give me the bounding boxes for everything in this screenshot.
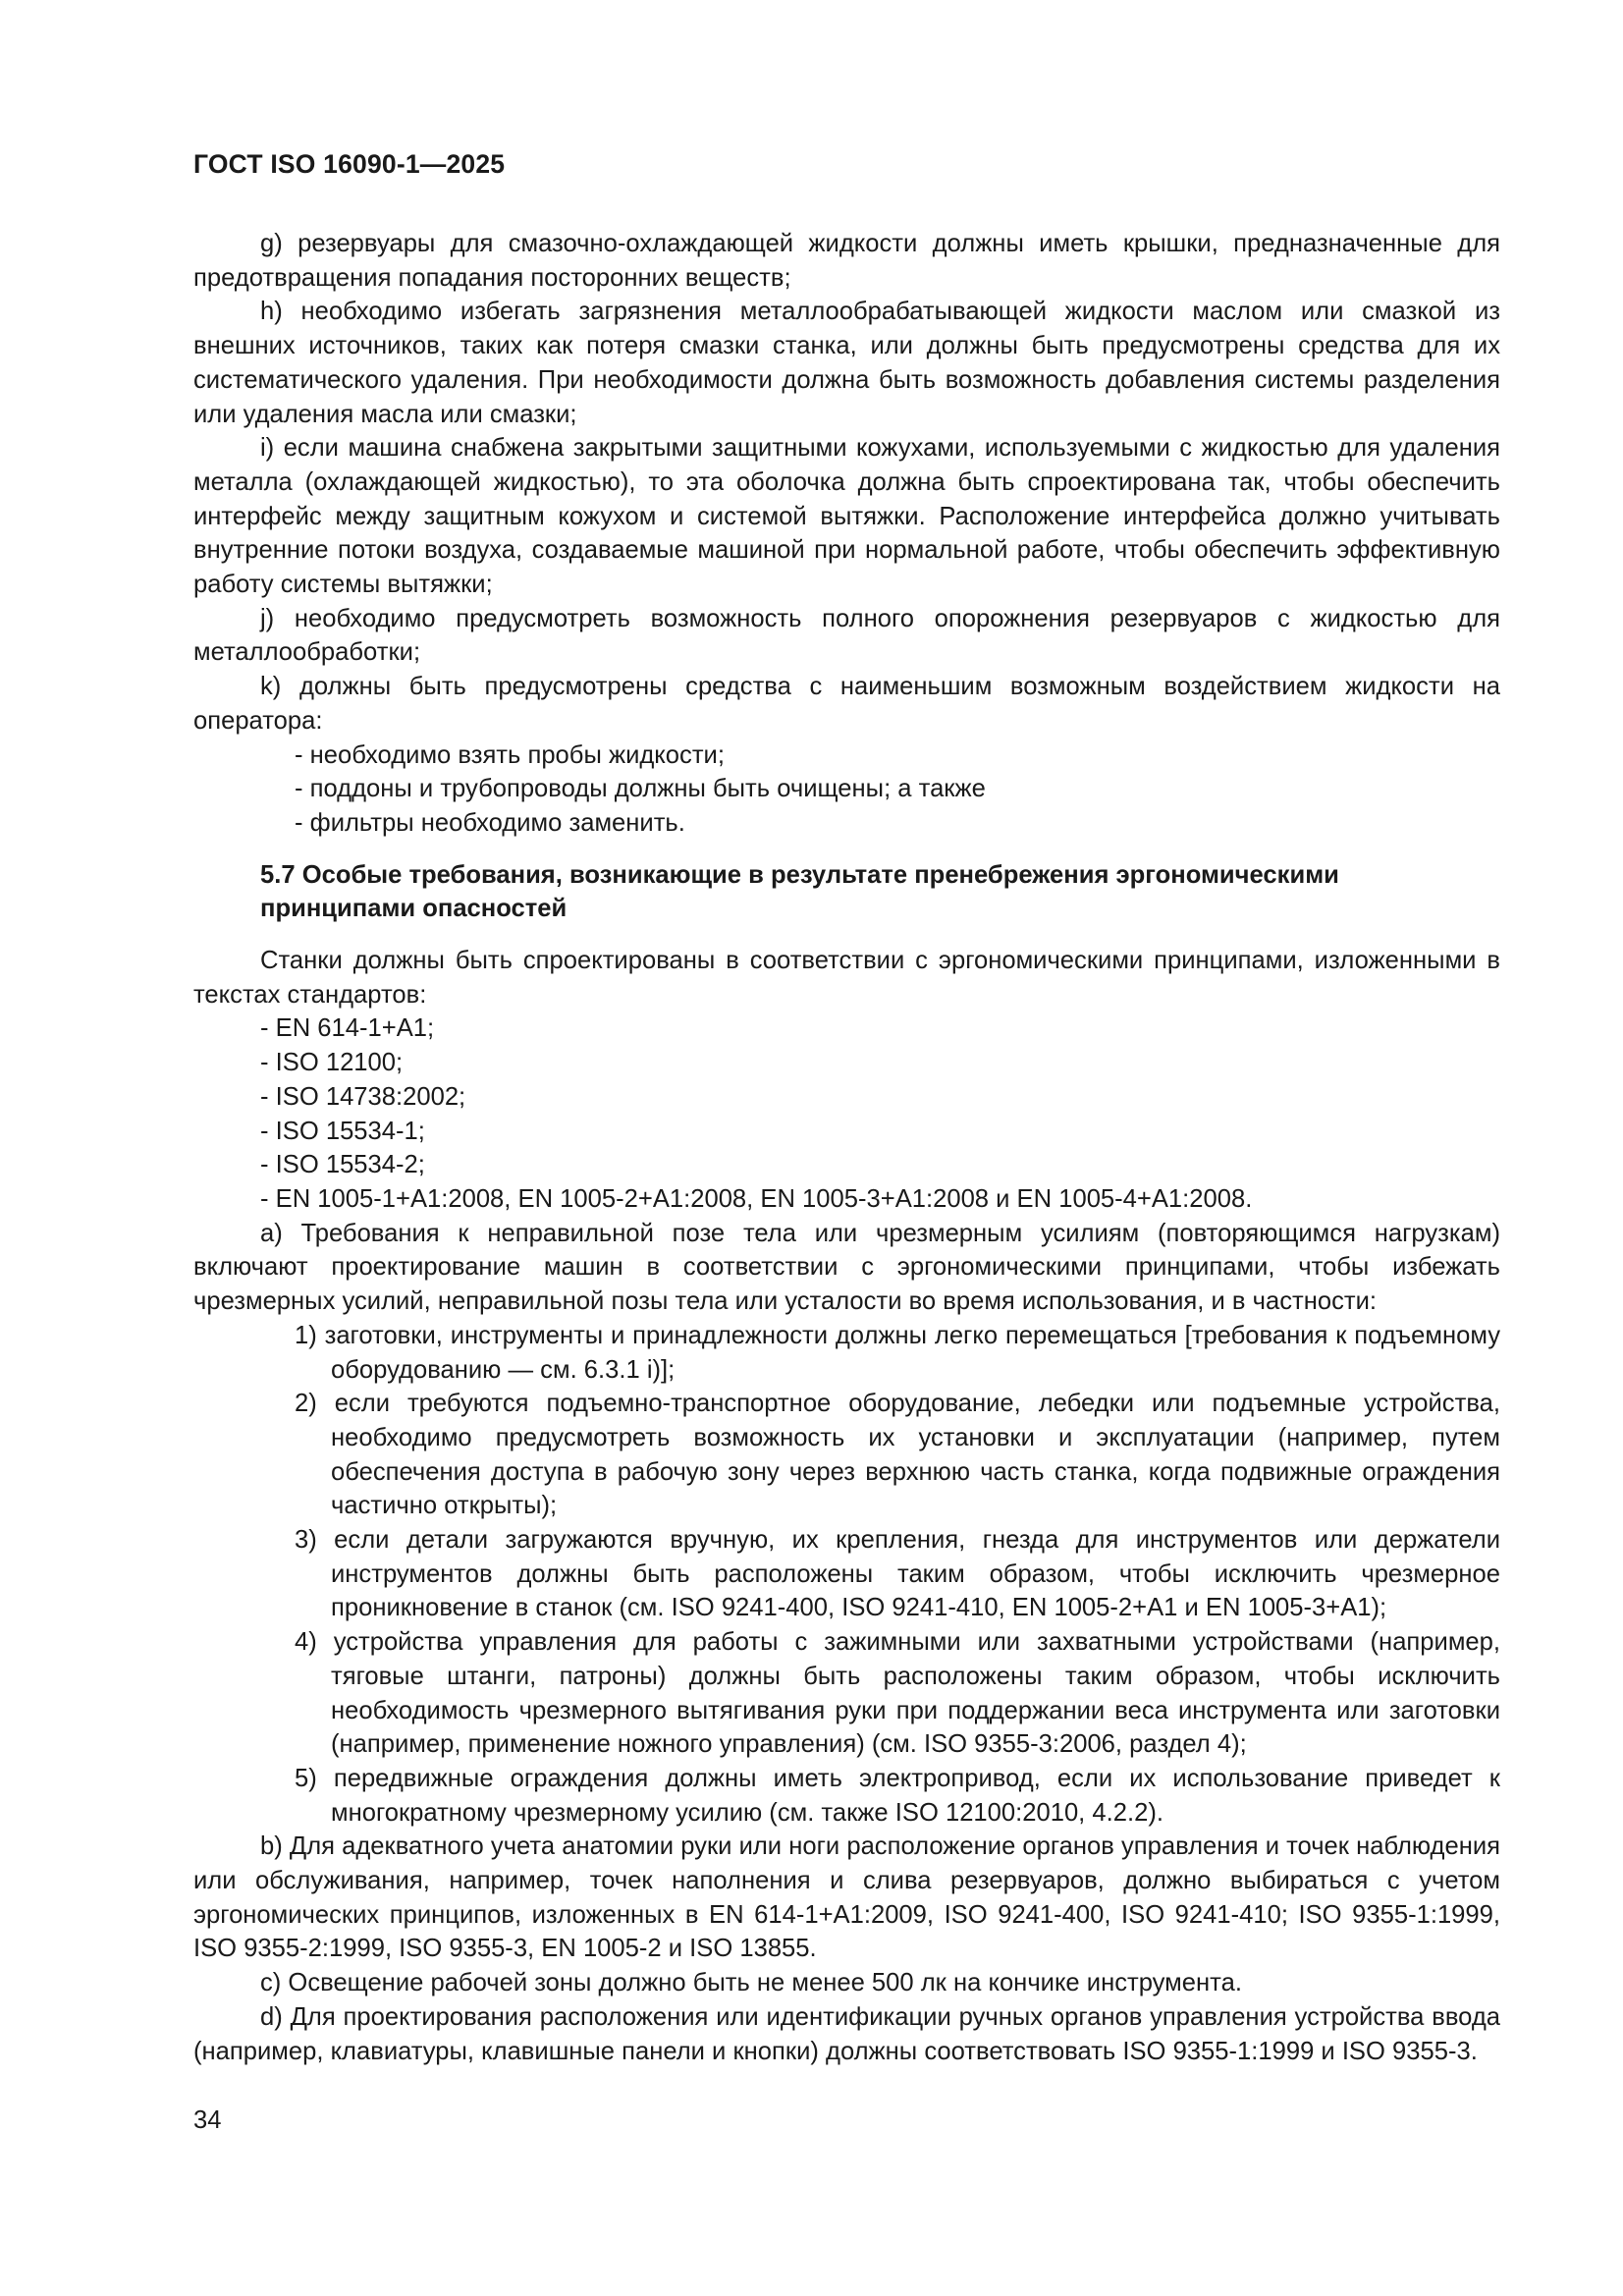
list-item-g: g) резервуары для смазочно-охлаждающей жидкости должны иметь крышки, предназначенные для предотвращения попадания посторонних веществ; xyxy=(193,230,1500,292)
a-subitem: 2) если требуются подъемно-транспортное оборудование, лебедки или подъемные устройства, необходимо предусмотреть возможность их установки и эксплуатации (например, путем обеспечения доступа в рабочую зону через верхнюю часть станка, когда подвижные ограждения частично открыты); xyxy=(295,1390,1500,1520)
standard-item: - ISO 14738:2002; xyxy=(260,1082,466,1111)
item-c: c) Освещение рабочей зоны должно быть не менее 500 лк на кончике инструмента. xyxy=(260,1969,1242,1997)
page-number: 34 xyxy=(193,2106,222,2134)
item-b: b) Для адекватного учета анатомии руки или ноги расположение органов управления и точек наблюдения или обслуживания, например, точек наполнения и слива резервуаров, должно выбираться с учетом эргономических принципов, изложенных в EN 614-1+A1:2009, ISO 9241-400, ISO 9241-410; ISO 9355-1:1999, ISO 9355-2:1999, ISO 9355-3, EN 1005-2 и ISO 13855. xyxy=(193,1832,1500,1963)
a-subitem: 5) передвижные ограждения должны иметь электропривод, если их использование приведет к многократному чрезмерному усилию (см. также ISO 12100:2010, 4.2.2). xyxy=(295,1764,1500,1827)
a-subitem: 3) если детали загружаются вручную, их крепления, гнезда для инструментов или держатели инструментов должны быть расположены таким образом, чтобы исключить чрезмерное проникновение в станок (см. ISO 9241-400, ISO 9241-410, EN 1005-2+A1 и EN 1005-3+A1); xyxy=(295,1526,1500,1622)
standard-item: - ISO 12100; xyxy=(260,1049,404,1077)
section-heading: 5.7 Особые требования, возникающие в результате пренебрежения эргономическими принципами опасностей xyxy=(260,860,1339,923)
standard-item: - ISO 15534-2; xyxy=(260,1151,425,1179)
item-d: d) Для проектирования расположения или идентификации ручных органов управления устройства ввода (например, клавиатуры, клавишные панели и кнопки) должны соответствовать ISO 9355-1:1999 и ISO 9355-3. xyxy=(193,2002,1500,2065)
k-subitem: - фильтры необходимо заменить. xyxy=(295,808,685,837)
list-item-j: j) необходимо предусмотреть возможность полного опорожнения резервуаров с жидкостью для металлообработки; xyxy=(193,604,1500,667)
list-item-i: i) если машина снабжена закрытыми защитными кожухами, используемыми с жидкостью для удаления металла (охлаждающей жидкостью), то эта оболочка должна быть спроектирована так, чтобы обеспечить интерфейс между защитным кожухом и системой вытяжки. Расположение интерфейса должно учитывать внутренние потоки воздуха, создаваемые машиной при нормальной работе, чтобы обеспечить эффективную работу системы вытяжки; xyxy=(193,434,1500,599)
standard-item: - ISO 15534-1; xyxy=(260,1117,425,1145)
list-item-h: h) необходимо избегать загрязнения металлообрабатывающей жидкости маслом или смазкой из внешних источников, таких как потеря смазки станка, или должны быть предусмотрены средства для их систематического удаления. При необходимости должна быть возможность добавления системы разделения или удаления масла или смазки; xyxy=(193,298,1500,428)
section-intro: Станки должны быть спроектированы в соответствии с эргономическими принципами, изложенными в текстах стандартов: xyxy=(193,947,1500,1009)
k-subitem: - поддоны и трубопроводы должны быть очищены; а также xyxy=(295,775,986,803)
a-subitem: 1) заготовки, инструменты и принадлежности должны легко перемещаться [требования к подъемному оборудованию — см. 6.3.1 i)]; xyxy=(295,1321,1500,1384)
standard-item: - EN 1005-1+A1:2008, EN 1005-2+A1:2008, EN 1005-3+A1:2008 и EN 1005-4+A1:2008. xyxy=(260,1184,1253,1213)
document-header: ГОСТ ISO 16090-1—2025 xyxy=(193,149,506,179)
k-subitem: - необходимо взять пробы жидкости; xyxy=(295,740,725,769)
a-subitem: 4) устройства управления для работы с зажимными или захватными устройствами (например, тяговые штанги, патроны) должны быть расположены таким образом, чтобы исключить необходимость чрезмерного вытягивания руки при поддержании веса инструмента или заготовки (например, применение ножного управления) (см. ISO 9355-3:2006, раздел 4); xyxy=(295,1628,1500,1759)
list-item-k: k) должны быть предусмотрены средства с наименьшим возможным воздействием жидкости на оператора: xyxy=(193,673,1500,735)
spacer xyxy=(193,841,1500,858)
standard-item: - EN 614-1+A1; xyxy=(260,1014,435,1043)
item-a: а) Требования к неправильной позе тела или чрезмерным усилиям (повторяющимся нагрузкам) включают проектирование машин в соответствии с эргономическими принципами, чтобы избежать чрезмерных усилий, неправильной позы тела или усталости во время использования, и в частности: xyxy=(193,1219,1500,1316)
page-body xyxy=(193,227,1500,2068)
